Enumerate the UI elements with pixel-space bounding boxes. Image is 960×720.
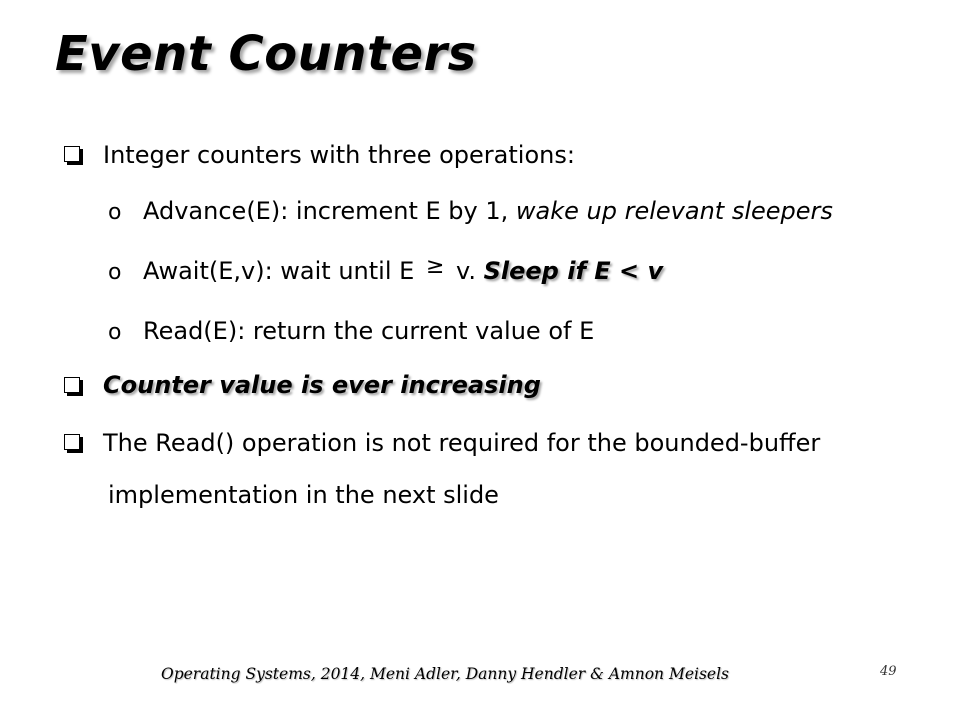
page-number: 49 <box>880 664 897 679</box>
subbullet-await <box>143 256 663 288</box>
subbullet-text: Advance(E): increment E by 1, <box>143 197 516 225</box>
subbullet-advance <box>143 196 833 226</box>
bullet-text: Integer counters with three operations: <box>103 141 575 169</box>
circle-bullet-icon: o <box>108 200 122 225</box>
subbullet-italic: wake up relevant sleepers <box>515 197 833 225</box>
bullet-emphasis: Counter value is ever increasing <box>103 371 541 399</box>
slide-title: Event Counters <box>55 26 477 82</box>
bullet-text-continuation: implementation in the next slide <box>108 481 499 509</box>
subbullet-emphasis: Sleep if E < v <box>483 257 664 285</box>
subbullet-text: v. <box>448 257 484 285</box>
square-bullet-icon <box>64 146 80 162</box>
circle-bullet-icon: o <box>108 260 122 285</box>
subbullet-read: Read(E): return the current value of E <box>143 317 595 345</box>
footer-credits: Operating Systems, 2014, Meni Adler, Danny Hendler & Amnon Meisels <box>161 665 729 683</box>
square-bullet-icon <box>64 434 80 450</box>
square-bullet-icon <box>64 377 80 393</box>
subbullet-text: Await(E,v): wait until E <box>143 257 422 285</box>
bullet-text: The Read() operation is not required for the bounded-buffer <box>103 429 821 457</box>
geq-symbol: ≥ <box>425 254 445 279</box>
circle-bullet-icon: o <box>108 320 122 345</box>
